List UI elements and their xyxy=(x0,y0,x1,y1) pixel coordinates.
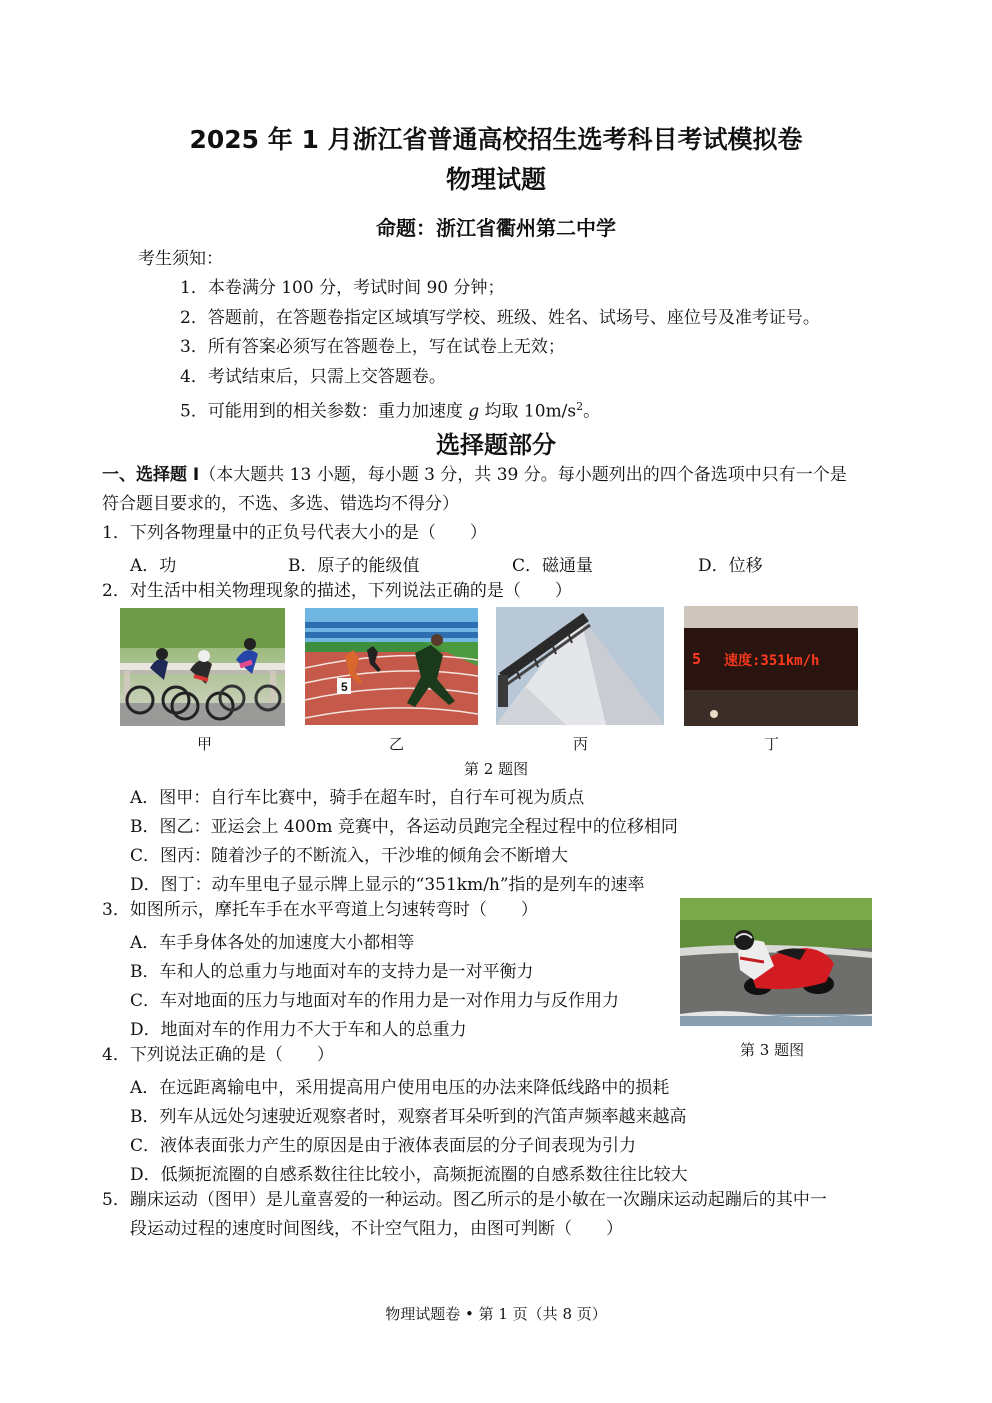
q5-stem-line-2: 段运动过程的速度时间图线，不计空气阻力，由图可判断（ ） xyxy=(130,1219,623,1239)
q2-option-d: D．图丁：动车里电子显示牌上显示的“351km/h”指的是列车的速率 xyxy=(130,875,645,895)
notice-item-3: 3．所有答案必须写在答题卷上，写在试卷上无效； xyxy=(180,337,565,357)
q4-option-b: B．列车从远处匀速驶近观察者时，观察者耳朵听到的汽笛声频率越来越高 xyxy=(130,1107,687,1127)
q4-stem: 4．下列说法正确的是（ ） xyxy=(102,1045,334,1065)
motorcycle-photo xyxy=(680,898,872,1026)
q5-stem-line-1: 5．蹦床运动（图甲）是儿童喜爱的一种运动。图乙所示的是小敏在一次蹦床运动起蹦后的其中一 xyxy=(102,1190,827,1210)
q2-figure-caption: 第 2 题图 xyxy=(464,760,529,778)
q3-option-a: A．车手身体各处的加速度大小都相等 xyxy=(130,933,415,953)
sand-pile-photo xyxy=(496,607,664,725)
q1-option-b: B．原子的能级值 xyxy=(288,556,420,576)
caption-jia: 甲 xyxy=(197,735,213,753)
q4-option-c: C．液体表面张力产生的原因是由于液体表面层的分子间表现为引力 xyxy=(130,1136,637,1156)
q1-option-c: C．磁通量 xyxy=(512,556,594,576)
q2-option-c: C．图丙：随着沙子的不断流入，干沙堆的倾角会不断增大 xyxy=(130,846,569,866)
q1-option-a: A．功 xyxy=(130,556,177,576)
notice-item-5: 5．可能用到的相关参数：重力加速度 g 均取 $10m/s^2$。 xyxy=(180,400,601,422)
exam-subtitle: 物理试题 xyxy=(445,165,546,194)
caption-yi: 乙 xyxy=(389,735,405,753)
q2-option-a: A．图甲：自行车比赛中，骑手在超车时，自行车可视为质点 xyxy=(130,788,585,808)
q3-option-b: B．车和人的总重力与地面对车的支持力是一对平衡力 xyxy=(130,962,534,982)
part-description: 符合题目要求的，不选、多选、错选均不得分） xyxy=(102,494,459,514)
page-footer: 物理试题卷 • 第 1 页（共 8 页） xyxy=(385,1305,607,1323)
section-title: 选择题部分 xyxy=(436,431,556,459)
sprinters-photo xyxy=(305,608,478,725)
exam-author: 命题：浙江省衢州第二中学 xyxy=(376,216,616,240)
notice-item-1: 1．本卷满分 100 分，考试时间 90 分钟； xyxy=(180,278,505,298)
q3-option-d: D．地面对车的作用力不大于车和人的总重力 xyxy=(130,1020,467,1040)
caption-ding: 丁 xyxy=(764,735,780,753)
q3-option-c: C．车对地面的压力与地面对车的作用力是一对作用力与反作用力 xyxy=(130,991,620,1011)
q4-option-a: A．在远距离输电中，采用提高用户使用电压的办法来降低线路中的损耗 xyxy=(130,1078,670,1098)
cyclists-photo xyxy=(120,608,285,726)
q2-stem: 2．对生活中相关物理现象的描述，下列说法正确的是（ ） xyxy=(102,581,572,601)
notice-heading: 考生须知： xyxy=(138,249,223,269)
display-digit: 5 xyxy=(692,650,702,668)
part-heading: 一、选择题 I（本大题共 13 小题，每小题 3 分，共 39 分。每小题列出的四个备选项中只有一个是 xyxy=(102,465,847,485)
q2-option-b: B．图乙：亚运会上 400m 竞赛中，各运动员跑完全程过程中的位移相同 xyxy=(130,817,678,837)
q3-stem: 3．如图所示，摩托车手在水平弯道上匀速转弯时（ ） xyxy=(102,900,538,920)
caption-bing: 丙 xyxy=(573,735,589,753)
lane-number-label: 5 xyxy=(341,680,348,694)
q4-option-d: D．低频扼流圈的自感系数往往比较小，高频扼流圈的自感系数往往比较大 xyxy=(130,1165,688,1185)
speed-display-text: 速度:351km/h xyxy=(724,653,820,669)
train-display-photo xyxy=(684,606,858,726)
q1-stem: 1．下列各物理量中的正负号代表大小的是（ ） xyxy=(102,523,487,543)
exam-title: 2025 年 1 月浙江省普通高校招生选考科目考试模拟卷 xyxy=(189,125,803,154)
q3-figure-caption: 第 3 题图 xyxy=(740,1041,805,1059)
notice-item-4: 4．考试结束后，只需上交答题卷。 xyxy=(180,367,446,387)
q1-option-d: D．位移 xyxy=(698,556,763,576)
notice-item-2: 2．答题前，在答题卷指定区域填写学校、班级、姓名、试场号、座位号及准考证号。 xyxy=(180,308,820,328)
